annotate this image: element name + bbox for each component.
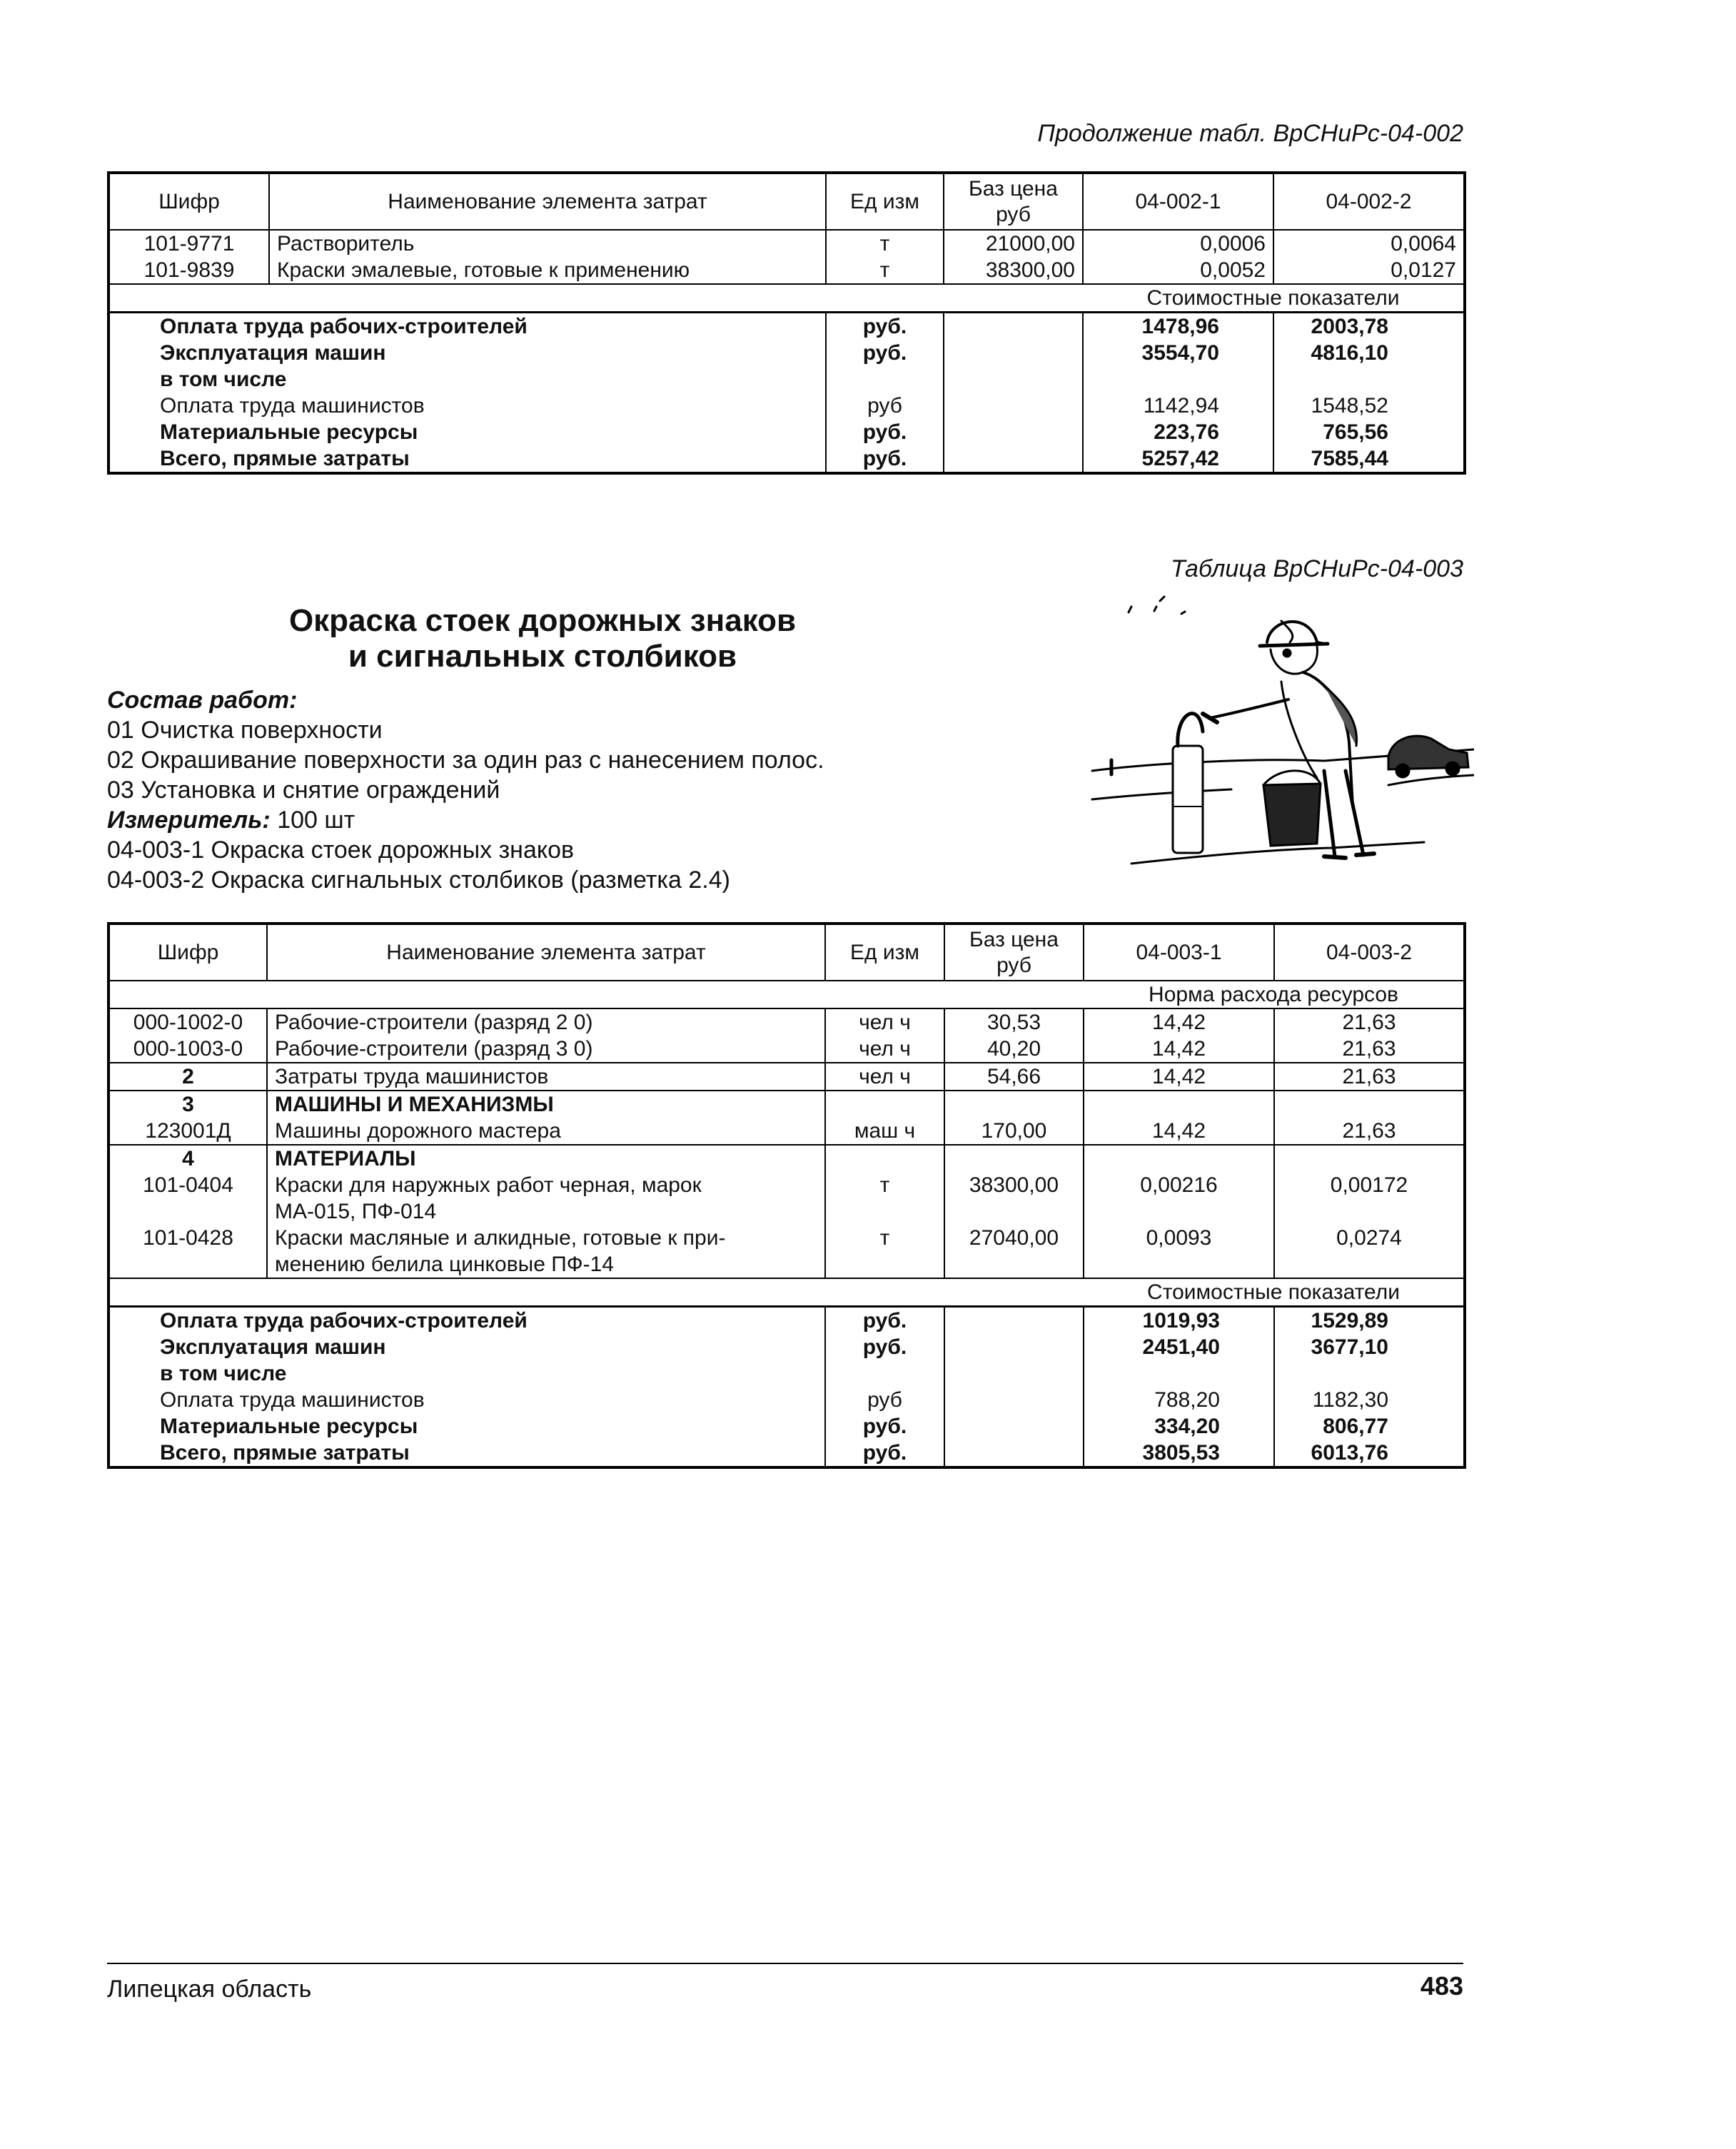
summary-row	[108, 1334, 1465, 1360]
summary-row	[108, 1440, 1465, 1467]
summary-value-1: 3805,53	[1084, 1440, 1274, 1467]
work-item: 01 Очистка поверхности	[107, 717, 383, 744]
cell-value-2: 0,0064	[1273, 230, 1465, 257]
table-row	[108, 1118, 1465, 1145]
summary-name: в том числе	[160, 1362, 287, 1385]
cell-value-2: 21,63	[1274, 1063, 1465, 1091]
summary-row	[108, 419, 1465, 445]
cost-table-04-002	[107, 171, 1466, 475]
summary-value-1: 1142,94	[1083, 393, 1273, 419]
summary-unit: руб.	[826, 340, 944, 366]
cell-name: Рабочие-строители (разряд 3 0)	[267, 1036, 825, 1063]
header-unit: Ед изм	[825, 924, 944, 981]
variant-item: 04-003-1 Окраска стоек дорожных знаков	[107, 836, 575, 864]
works-description	[107, 685, 999, 895]
summary-name: в том числе	[160, 368, 287, 391]
summary-row	[108, 340, 1465, 366]
cell-code: 101-0404	[143, 1173, 233, 1197]
header-code: Шифр	[108, 924, 267, 981]
table-row	[108, 1008, 1465, 1036]
cell-name: Рабочие-строители (разряд 2 0)	[267, 1008, 825, 1036]
summary-name: Оплата труда машинистов	[160, 1388, 425, 1412]
summary-name: Всего, прямые затраты	[160, 1441, 410, 1465]
cell-value-1: 14,42	[1084, 1118, 1274, 1145]
group-title: МАТЕРИАЛЫ	[267, 1145, 825, 1172]
cell-code: 123001Д	[108, 1118, 267, 1145]
summary-unit: руб.	[826, 419, 944, 445]
page-number: 483	[1420, 1971, 1463, 2001]
cell-name: Краски эмалевые, готовые к применению	[269, 257, 826, 284]
cell-code: 4	[182, 1147, 194, 1170]
variant-item: 04-003-2 Окраска сигнальных столбиков (разметка 2.4)	[107, 866, 730, 894]
cell-unit: маш ч	[825, 1118, 944, 1145]
cell-name: Машины дорожного мастера	[267, 1118, 825, 1145]
section-row	[108, 1278, 1465, 1307]
norm-label: Норма расхода ресурсов	[1084, 981, 1465, 1008]
summary-name: Всего, прямые затраты	[160, 447, 410, 470]
summary-name: Оплата труда рабочих-строителей	[160, 1309, 528, 1333]
cell-price: 54,66	[944, 1063, 1084, 1091]
cell-value-1: 14,42	[1084, 1063, 1274, 1091]
cell-name-line-2: менению белила цинковые ПФ-14	[275, 1253, 614, 1276]
summary-row	[108, 1360, 1465, 1387]
summary-row	[108, 393, 1465, 419]
work-item: 02 Окрашивание поверхности за один раз с нанесением полос.	[107, 747, 824, 774]
table-row	[108, 1225, 1465, 1278]
cell-value-1: 0,0093	[1084, 1225, 1274, 1278]
summary-name: Оплата труда машинистов	[160, 394, 425, 418]
summary-row	[108, 1307, 1465, 1335]
summary-value-2: 806,77	[1274, 1413, 1465, 1440]
summary-value-2: 1548,52	[1273, 393, 1465, 419]
header-name: Наименование элемента затрат	[267, 924, 825, 981]
continuation-caption: Продолжение табл. ВрСНиРс-04-002	[1037, 120, 1463, 147]
measure-value: 100 шт	[277, 806, 355, 834]
cell-unit: чел ч	[825, 1036, 944, 1063]
header-col1: 04-002-1	[1083, 173, 1273, 230]
cell-value-2: 0,00172	[1274, 1172, 1465, 1225]
summary-value-2: 1182,30	[1274, 1387, 1465, 1413]
cell-price: 38300,00	[944, 1172, 1084, 1225]
cell-value-1: 0,00216	[1084, 1172, 1274, 1225]
summary-value-1: 3554,70	[1083, 340, 1273, 366]
cell-name-line-1: Краски масляные и алкидные, готовые к при-	[275, 1226, 726, 1250]
summary-value-1: 1019,93	[1084, 1307, 1274, 1335]
cell-name: Растворитель	[269, 230, 826, 257]
summary-value-1: 2451,40	[1084, 1334, 1274, 1360]
cell-name	[267, 1225, 825, 1278]
cell-price: 40,20	[944, 1036, 1084, 1063]
summary-value-2: 4816,10	[1273, 340, 1465, 366]
group-row	[108, 1091, 1465, 1118]
summary-unit: руб.	[826, 313, 944, 340]
summary-row	[108, 1387, 1465, 1413]
header-unit: Ед изм	[826, 173, 944, 230]
cell-value-1: 14,42	[1084, 1008, 1274, 1036]
summary-value-1: 5257,42	[1083, 445, 1273, 473]
footer-divider	[107, 1963, 1463, 1964]
cell-code: 101-9839	[143, 258, 235, 282]
cell-unit: чел ч	[825, 1063, 944, 1091]
header-code: Шифр	[108, 173, 269, 230]
summary-name: Материальные ресурсы	[160, 1415, 418, 1438]
header-col2: 04-002-2	[1273, 173, 1465, 230]
summary-unit: руб.	[825, 1440, 944, 1467]
work-item: 03 Установка и снятие ограждений	[107, 777, 500, 804]
table-row	[108, 257, 1465, 284]
group-title: МАШИНЫ И МЕХАНИЗМЫ	[267, 1091, 825, 1118]
group-row	[108, 1145, 1465, 1172]
cell-value-1: 0,0006	[1083, 230, 1273, 257]
summary-value-2: 7585,44	[1273, 445, 1465, 473]
summary-value-1: 788,20	[1084, 1387, 1274, 1413]
cell-value-2: 0,0274	[1274, 1225, 1465, 1278]
cell-unit: т	[825, 1172, 944, 1225]
summary-row	[108, 445, 1465, 473]
summary-unit: руб.	[826, 445, 944, 473]
measure-line	[107, 805, 999, 835]
cell-value-2: 21,63	[1274, 1008, 1465, 1036]
cell-unit: т	[826, 230, 944, 257]
section-label: Стоимостные показатели	[1084, 1278, 1465, 1307]
cell-code: 000-1002-0	[133, 1011, 243, 1034]
summary-value-1: 334,20	[1084, 1413, 1274, 1440]
summary-value-1: 223,76	[1083, 419, 1273, 445]
norm-row	[108, 981, 1465, 1008]
header-price: Баз цена руб	[944, 924, 1084, 981]
cell-value-1: 14,42	[1084, 1036, 1274, 1063]
section-title-line-1: Окраска стоек дорожных знаков	[288, 603, 797, 638]
cell-price: 27040,00	[944, 1225, 1084, 1278]
cell-unit: т	[825, 1225, 944, 1278]
footer-region: Липецкая область	[107, 1976, 312, 2003]
summary-name: Материальные ресурсы	[160, 420, 418, 444]
table-row	[108, 1172, 1465, 1225]
header-col2: 04-003-2	[1274, 924, 1465, 981]
summary-value-1: 1478,96	[1083, 313, 1273, 340]
section-label: Стоимостные показатели	[1083, 284, 1465, 313]
table-header-row	[108, 924, 1465, 981]
cell-value-2: 21,63	[1274, 1036, 1465, 1063]
summary-row	[108, 366, 1465, 393]
cell-value-2: 0,0127	[1273, 257, 1465, 284]
cell-unit: чел ч	[825, 1008, 944, 1036]
summary-value-2: 2003,78	[1273, 313, 1465, 340]
summary-row	[108, 313, 1465, 340]
summary-name: Оплата труда рабочих-строителей	[160, 315, 528, 338]
summary-value-2: 3677,10	[1274, 1334, 1465, 1360]
cell-code: 101-9771	[143, 232, 235, 256]
header-col1: 04-003-1	[1084, 924, 1274, 981]
summary-name: Эксплуатация машин	[160, 1335, 386, 1359]
section-title-line-2: и сигнальных столбиков	[348, 639, 737, 674]
header-name: Наименование элемента затрат	[269, 173, 826, 230]
summary-name: Эксплуатация машин	[160, 341, 386, 365]
summary-unit: руб.	[825, 1413, 944, 1440]
cell-code: 101-0428	[143, 1226, 233, 1250]
cell-name-line-2: МА-015, ПФ-014	[275, 1200, 437, 1223]
cell-code: 000-1003-0	[108, 1036, 267, 1063]
cell-price: 21000,00	[944, 230, 1083, 257]
section-row	[108, 284, 1465, 313]
summary-row	[108, 1413, 1465, 1440]
summary-unit: руб	[826, 393, 944, 419]
cell-price: 170,00	[944, 1118, 1084, 1145]
cell-name-line-1: Краски для наружных работ черная, марок	[275, 1173, 702, 1197]
cell-code: 2	[108, 1063, 267, 1091]
section-title	[186, 603, 899, 674]
summary-value-2: 1529,89	[1274, 1307, 1465, 1335]
cell-name: Затраты труда машинистов	[267, 1063, 825, 1091]
cost-table-04-003	[107, 922, 1466, 1469]
table-row	[108, 230, 1465, 257]
cell-price: 30,53	[944, 1008, 1084, 1036]
cell-price: 38300,00	[944, 257, 1083, 284]
table-row	[108, 1063, 1465, 1091]
cell-unit: т	[826, 257, 944, 284]
cell-name	[267, 1172, 825, 1225]
summary-unit: руб.	[825, 1307, 944, 1335]
table-header-row	[108, 173, 1465, 230]
summary-value-2: 765,56	[1273, 419, 1465, 445]
measure-label: Измеритель:	[107, 806, 271, 834]
cell-value-1: 0,0052	[1083, 257, 1273, 284]
table-row	[108, 1036, 1465, 1063]
works-heading: Состав работ:	[107, 687, 298, 714]
summary-value-2: 6013,76	[1274, 1440, 1465, 1467]
summary-unit: руб.	[825, 1334, 944, 1360]
cell-code: 3	[182, 1093, 194, 1116]
worker-painting-illustration	[1089, 592, 1474, 878]
header-price: Баз цена руб	[944, 173, 1083, 230]
table-caption: Таблица ВрСНиРс-04-003	[1170, 555, 1463, 582]
summary-unit: руб	[825, 1387, 944, 1413]
cell-value-2: 21,63	[1274, 1118, 1465, 1145]
